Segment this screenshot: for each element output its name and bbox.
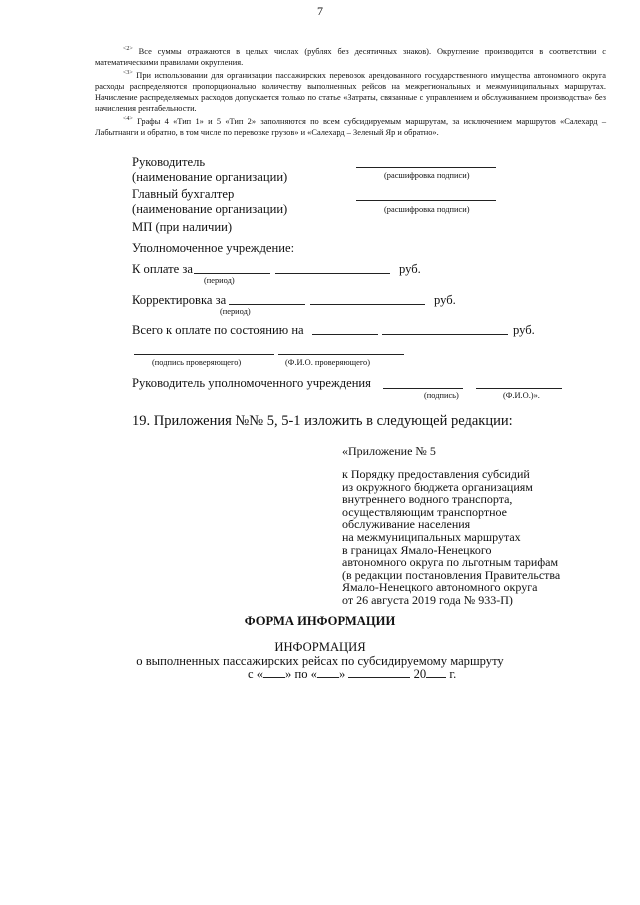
footnote-4: $^{<4>}$ Графы 4 «Тип 1» и 5 «Тип 2» заполняются по всем субсидируемым маршрутам, за исключением маршрутов «Салехард – Лабытнанги и обратно, в том числе по перевозке грузов» и «Салехард – Зеленый Яр и обратно». — [95, 116, 607, 138]
appendix-line: к Порядку предоставления субсидий — [342, 467, 530, 481]
appendix-line: внутреннего водного транспорта, — [342, 492, 513, 507]
accountant-caption: (расшифровка подписи) — [384, 205, 470, 214]
head-org: (наименование организации) — [132, 170, 288, 184]
checker-sign-caption: (подпись проверяющего) — [152, 358, 242, 367]
checker-sign-line — [134, 354, 274, 355]
seal-label: МП (при наличии) — [132, 220, 233, 234]
to-pay-rub: руб. — [399, 262, 421, 276]
appendix-line: из окружного бюджета организациям — [342, 479, 533, 494]
footnote-2: $^{<2>}$ Все суммы отражаются в целых числах (рублях без десятичных знаков). Округление производится в соответствии с математическими правилами округления. — [95, 46, 606, 67]
period-month-blank — [348, 667, 410, 678]
head-sign-line — [356, 167, 496, 168]
period-line: с « » по « » 20 г. — [248, 667, 457, 681]
total-label: Всего к оплате по состоянию на — [132, 323, 304, 337]
appendix-line: обслуживание населения — [342, 517, 471, 532]
footnotes — [95, 44, 606, 138]
period-year-blank — [426, 667, 446, 678]
item-19-heading: 19. Приложения №№ 5, 5-1 изложить в следующей редакции: — [132, 413, 513, 429]
authorized-head-label: Руководитель уполномоченного учреждения — [132, 376, 371, 390]
authorized-label: Уполномоченное учреждение: — [132, 241, 295, 255]
accountant-title: Главный бухгалтер — [132, 187, 235, 201]
to-pay-period-line — [194, 273, 270, 274]
footnote-3: $^{<3>}$ При использовании для организации пассажирских перевозок арендованного государственного имущества автономного округа расходы распределяются пропорционально количеству выполненных рейсов на межрегиональных и межмуниципальных маршрутах. Начисление распределяемых расходов допускается только по статье «Затраты, связанные с управлением и обслуживанием производства» без начисления рентабельности. — [95, 69, 606, 114]
authorized-sign-line — [383, 388, 463, 389]
appendix-line: Ямало-Ненецкого автономного округа — [342, 580, 538, 595]
total-rub: руб. — [513, 323, 535, 337]
authorized-sign-caption: (подпись) — [424, 391, 459, 400]
form-title: ФОРМА ИНФОРМАЦИИ — [244, 614, 396, 628]
to-pay-period-caption: (период) — [204, 276, 235, 285]
appendix-line: на межмуниципальных маршрутах — [342, 529, 521, 544]
head-title: Руководитель — [132, 155, 206, 169]
authorized-name-line — [476, 388, 562, 389]
appendix-line: в границах Ямало-Ненецкого — [342, 542, 492, 557]
appendix-line: от 26 августа 2019 года № 933-П) — [342, 592, 513, 607]
accountant-org: (наименование организации) — [132, 202, 288, 216]
period-to-blank — [317, 667, 339, 678]
correction-amount-line — [310, 304, 425, 305]
info-title: ИНФОРМАЦИЯ — [274, 640, 366, 654]
accountant-sign-line — [356, 200, 496, 201]
authorized-name-caption: (Ф.И.О.)». — [503, 391, 540, 400]
info-subtitle: о выполненных пассажирских рейсах по субсидируемому маршруту — [136, 654, 504, 668]
to-pay-amount-line — [275, 273, 390, 274]
total-date-line — [312, 334, 378, 335]
appendix-line: (в редакции постановления Правительства — [342, 567, 561, 582]
correction-period-caption: (период) — [220, 307, 251, 316]
correction-period-line — [229, 304, 305, 305]
checker-name-line — [278, 354, 404, 355]
appendix-number: «Приложение № 5 — [342, 444, 436, 458]
period-from-blank — [263, 667, 285, 678]
appendix-line: осуществляющим транспортное — [342, 504, 508, 519]
total-amount-line — [382, 334, 508, 335]
to-pay-label: К оплате за — [132, 262, 193, 276]
correction-label: Корректировка за — [132, 293, 227, 307]
appendix-text — [342, 468, 612, 607]
page-number: 7 — [317, 4, 323, 18]
checker-name-caption: (Ф.И.О. проверяющего) — [285, 358, 371, 367]
appendix-line: автономного округа по льготным тарифам — [342, 555, 559, 570]
head-caption: (расшифровка подписи) — [384, 171, 470, 180]
correction-rub: руб. — [434, 293, 456, 307]
